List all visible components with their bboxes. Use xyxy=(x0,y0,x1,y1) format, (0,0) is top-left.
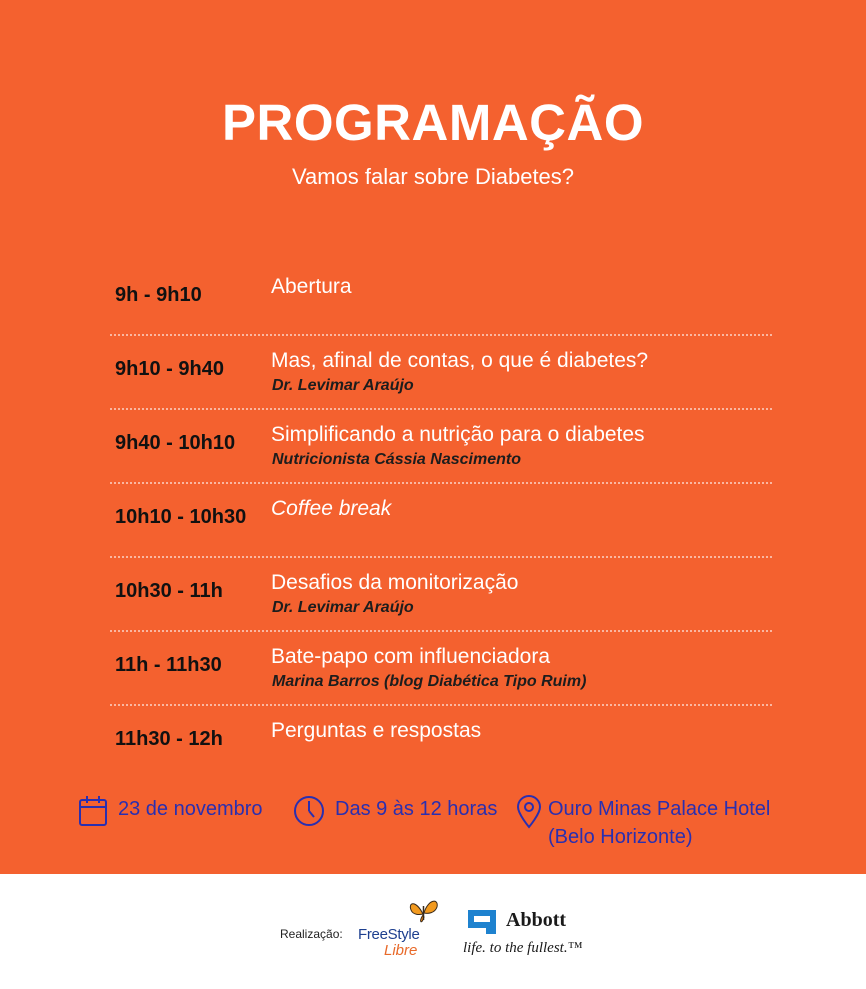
calendar-icon xyxy=(78,795,108,832)
schedule-list xyxy=(110,262,772,778)
event-hours xyxy=(293,795,497,832)
freestyle-text: FreeStyle xyxy=(358,926,420,943)
schedule-time: 9h40 - 10h10 xyxy=(115,432,236,454)
schedule-speaker: Nutricionista Cássia Nascimento xyxy=(272,451,521,468)
schedule-row xyxy=(110,262,772,336)
schedule-row xyxy=(110,706,772,778)
schedule-topic: Perguntas e respostas xyxy=(271,719,482,742)
schedule-time: 10h30 - 11h xyxy=(115,580,223,602)
schedule-time: 11h - 11h30 xyxy=(115,654,222,676)
schedule-topic: Coffee break xyxy=(271,497,392,520)
event-date xyxy=(78,795,263,832)
event-date-text: 23 de novembro xyxy=(118,798,263,820)
schedule-row xyxy=(110,410,772,484)
abbott-symbol-icon xyxy=(464,908,500,941)
schedule-time: 9h10 - 9h40 xyxy=(115,358,224,380)
realizacao-label: Realização: xyxy=(280,927,343,941)
abbott-logo xyxy=(462,904,602,964)
libre-text: Libre xyxy=(384,942,418,959)
event-venue-text xyxy=(548,795,770,851)
event-info xyxy=(0,795,866,865)
schedule-topic: Mas, afinal de contas, o que é diabetes? xyxy=(271,349,649,372)
venue-name: Ouro Minas Palace Hotel xyxy=(548,798,771,820)
schedule-topic: Bate-papo com influenciadora xyxy=(271,645,551,668)
page-title: PROGRAMAÇÃO xyxy=(222,94,644,151)
schedule-topic: Desafios da monitorização xyxy=(271,571,519,594)
schedule-time: 11h30 - 12h xyxy=(115,728,223,750)
schedule-row xyxy=(110,558,772,632)
schedule-time: 10h10 - 10h30 xyxy=(115,506,247,528)
schedule-row xyxy=(110,336,772,410)
abbott-name: Abbott xyxy=(506,909,567,931)
schedule-time: 9h - 9h10 xyxy=(115,284,202,306)
schedule-row xyxy=(110,484,772,558)
freestyle-libre-logo xyxy=(358,898,448,968)
schedule-topic: Abertura xyxy=(271,275,352,298)
location-pin-icon xyxy=(516,795,542,834)
sponsor-footer xyxy=(0,874,866,989)
schedule-speaker: Dr. Levimar Araújo xyxy=(272,599,414,616)
abbott-tagline: life. to the fullest.™ xyxy=(463,940,583,956)
venue-city: (Belo Horizonte) xyxy=(548,826,693,848)
schedule-topic: Simplificando a nutrição para o diabetes xyxy=(271,423,645,446)
clock-icon xyxy=(293,795,325,832)
schedule-speaker: Marina Barros (blog Diabética Tipo Ruim) xyxy=(272,673,587,690)
page-subtitle: Vamos falar sobre Diabetes? xyxy=(291,164,575,189)
event-hours-text: Das 9 às 12 horas xyxy=(335,798,498,820)
event-venue xyxy=(516,795,770,851)
schedule-speaker: Dr. Levimar Araújo xyxy=(272,377,414,394)
schedule-row xyxy=(110,632,772,706)
